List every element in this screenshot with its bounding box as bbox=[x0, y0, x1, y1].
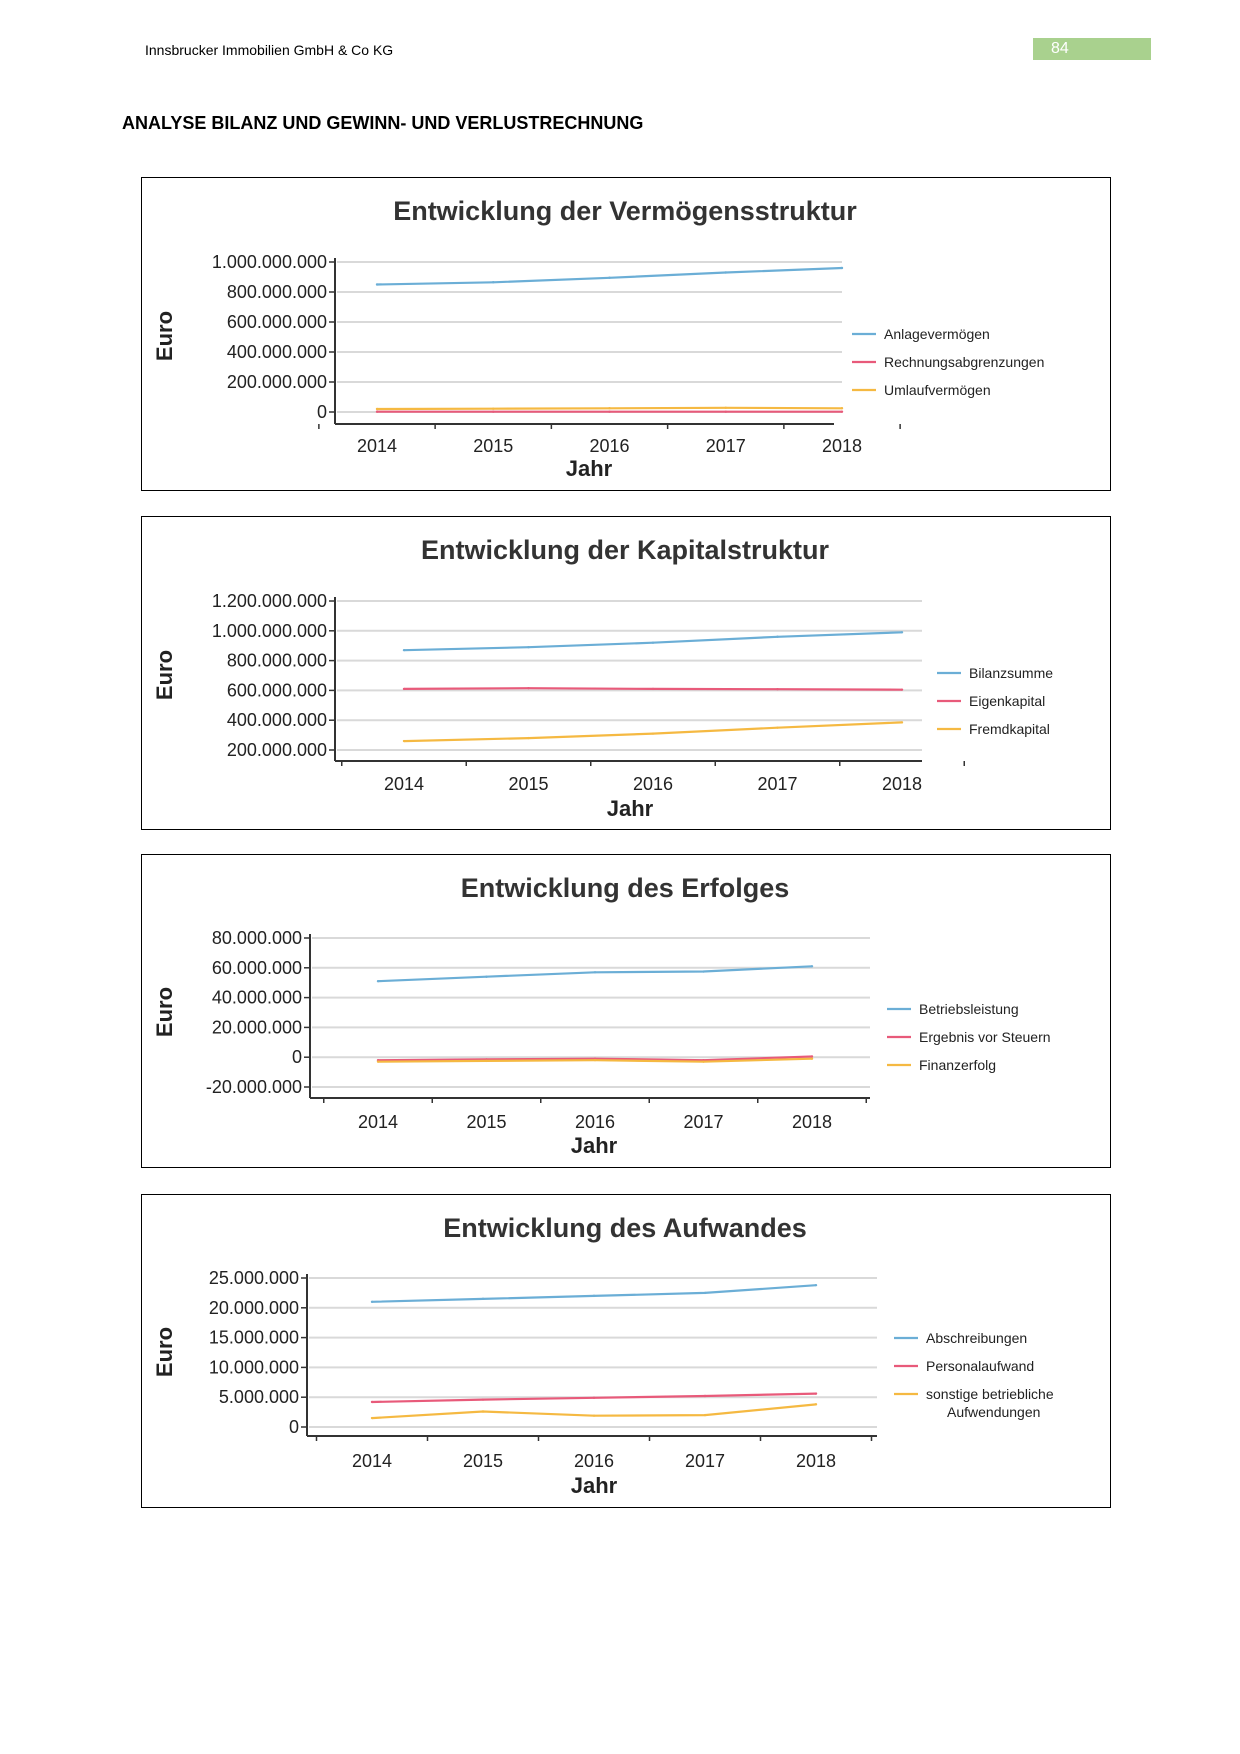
data-point bbox=[704, 1414, 706, 1416]
x-tick-label: 2018 bbox=[795, 1451, 837, 1471]
y-tick-label: 200.000.000 bbox=[226, 740, 327, 760]
y-tick-label: 1.200.000.000 bbox=[211, 591, 327, 611]
data-point bbox=[403, 740, 405, 742]
legend-label: Ergebnis vor Steuern bbox=[919, 1029, 1051, 1045]
data-point bbox=[492, 281, 494, 283]
chart-title: Entwicklung des Aufwandes bbox=[443, 1213, 807, 1243]
y-tick-label: 0 bbox=[316, 402, 327, 422]
chart-aufwand bbox=[141, 1194, 1111, 1508]
data-point bbox=[492, 408, 494, 410]
legend-label: Betriebsleistung bbox=[919, 1001, 1019, 1017]
x-tick-label: 2014 bbox=[357, 1112, 399, 1132]
legend-label: Fremdkapital bbox=[969, 721, 1050, 737]
data-point bbox=[482, 1298, 484, 1300]
x-tick-label: 2016 bbox=[632, 774, 674, 794]
y-tick-label: 40.000.000 bbox=[211, 987, 302, 1008]
y-tick-label: 5.000.000 bbox=[218, 1387, 299, 1408]
y-tick-label: 200.000.000 bbox=[226, 372, 327, 392]
data-point bbox=[652, 732, 654, 734]
data-point bbox=[776, 688, 778, 690]
data-point bbox=[815, 1392, 817, 1394]
data-point bbox=[527, 646, 529, 648]
page-number-badge: 84 bbox=[1033, 38, 1151, 60]
legend-label: Rechnungsabgrenzungen bbox=[884, 354, 1045, 370]
data-point bbox=[403, 649, 405, 651]
y-tick-label: 80.000.000 bbox=[211, 928, 302, 948]
data-point bbox=[485, 1060, 487, 1062]
data-point bbox=[527, 737, 529, 739]
data-point bbox=[901, 631, 903, 633]
data-point bbox=[608, 277, 610, 279]
data-point bbox=[527, 687, 529, 689]
legend-label: Eigenkapital bbox=[969, 693, 1046, 709]
y-tick-label: 400.000.000 bbox=[226, 342, 327, 362]
chart-svg bbox=[142, 855, 1109, 1166]
data-point bbox=[725, 271, 727, 273]
x-axis-label: Jahr bbox=[570, 1133, 618, 1158]
chart-kapitalstruktur bbox=[141, 516, 1111, 830]
x-tick-label: 2018 bbox=[791, 1112, 833, 1132]
legend-label: Personalaufwand bbox=[926, 1358, 1035, 1374]
data-point bbox=[376, 283, 378, 285]
data-point bbox=[593, 1295, 595, 1297]
data-point bbox=[593, 1397, 595, 1399]
data-point bbox=[725, 407, 727, 409]
series-line bbox=[377, 268, 842, 285]
legend-label: Anlagevermögen bbox=[884, 326, 990, 342]
y-tick-label: 25.000.000 bbox=[208, 1268, 299, 1288]
data-point bbox=[377, 1060, 379, 1062]
y-tick-label: 1.000.000.000 bbox=[211, 252, 327, 272]
chart-erfolg bbox=[141, 854, 1111, 1168]
data-point bbox=[371, 1401, 373, 1403]
chart-svg bbox=[142, 178, 1109, 489]
chart-svg bbox=[142, 1195, 1109, 1506]
y-tick-label: 20.000.000 bbox=[211, 1017, 302, 1038]
x-tick-label: 2017 bbox=[705, 436, 746, 456]
y-tick-label: 60.000.000 bbox=[211, 957, 302, 978]
data-point bbox=[376, 411, 378, 413]
page-header-company: Innsbrucker Immobilien GmbH & Co KG bbox=[145, 42, 394, 58]
x-axis-label: Jahr bbox=[570, 1473, 618, 1498]
data-point bbox=[776, 726, 778, 728]
data-point bbox=[702, 970, 704, 972]
legend-label: sonstige betriebliche bbox=[926, 1386, 1054, 1402]
chart-title: Entwicklung der Vermögensstruktur bbox=[393, 196, 857, 226]
legend-label: Aufwendungen bbox=[947, 1404, 1041, 1420]
x-axis-label: Jahr bbox=[565, 456, 613, 481]
data-point bbox=[376, 408, 378, 410]
y-tick-label: 15.000.000 bbox=[208, 1327, 299, 1348]
y-tick-label: 0 bbox=[288, 1417, 299, 1437]
data-point bbox=[371, 1301, 373, 1303]
y-tick-label: 800.000.000 bbox=[226, 650, 327, 671]
y-tick-label: -20.000.000 bbox=[205, 1077, 302, 1097]
section-title: ANALYSE BILANZ UND GEWINN- UND VERLUSTRECHNUNG bbox=[122, 113, 644, 133]
x-tick-label: 2016 bbox=[574, 1112, 616, 1132]
data-point bbox=[482, 1410, 484, 1412]
x-tick-label: 2017 bbox=[683, 1112, 724, 1132]
data-point bbox=[482, 1398, 484, 1400]
legend-label: Finanzerfolg bbox=[919, 1057, 997, 1073]
legend-label: Abschreibungen bbox=[926, 1330, 1028, 1346]
x-tick-label: 2015 bbox=[462, 1451, 504, 1471]
data-point bbox=[608, 407, 610, 409]
data-point bbox=[652, 642, 654, 644]
x-tick-label: 2014 bbox=[351, 1451, 393, 1471]
data-point bbox=[901, 688, 903, 690]
data-point bbox=[776, 636, 778, 638]
data-point bbox=[594, 971, 596, 973]
data-point bbox=[608, 411, 610, 413]
x-tick-label: 2015 bbox=[466, 1112, 507, 1132]
y-tick-label: 1.000.000.000 bbox=[211, 620, 327, 641]
x-tick-label: 2017 bbox=[757, 774, 798, 794]
data-point bbox=[725, 411, 727, 413]
data-point bbox=[811, 1055, 813, 1057]
x-tick-label: 2016 bbox=[589, 436, 630, 456]
data-point bbox=[594, 1059, 596, 1061]
y-tick-label: 400.000.000 bbox=[226, 710, 327, 731]
series-line bbox=[404, 632, 902, 650]
data-point bbox=[815, 1403, 817, 1405]
y-axis-label: Euro bbox=[152, 1326, 177, 1378]
data-point bbox=[371, 1417, 373, 1419]
x-tick-label: 2018 bbox=[821, 436, 863, 456]
data-point bbox=[652, 688, 654, 690]
data-point bbox=[593, 1414, 595, 1416]
y-tick-label: 20.000.000 bbox=[208, 1297, 299, 1318]
x-tick-label: 2018 bbox=[881, 774, 923, 794]
x-tick-label: 2014 bbox=[356, 436, 398, 456]
x-tick-label: 2015 bbox=[473, 436, 514, 456]
y-tick-label: 800.000.000 bbox=[226, 282, 327, 302]
data-point bbox=[492, 411, 494, 413]
data-point bbox=[702, 1060, 704, 1062]
y-tick-label: 600.000.000 bbox=[226, 680, 327, 701]
x-tick-label: 2017 bbox=[684, 1451, 726, 1471]
data-point bbox=[811, 1057, 813, 1059]
data-point bbox=[377, 980, 379, 982]
data-point bbox=[815, 1284, 817, 1286]
data-point bbox=[485, 976, 487, 978]
y-axis-label: Euro bbox=[152, 310, 177, 362]
data-point bbox=[841, 407, 843, 409]
chart-title: Entwicklung des Erfolges bbox=[460, 873, 790, 903]
data-point bbox=[704, 1395, 706, 1397]
x-axis-label: Jahr bbox=[606, 796, 654, 821]
legend-label: Bilanzsumme bbox=[969, 665, 1054, 681]
data-point bbox=[704, 1292, 706, 1294]
y-tick-label: 600.000.000 bbox=[226, 312, 327, 332]
x-tick-label: 2015 bbox=[508, 774, 549, 794]
x-tick-label: 2014 bbox=[383, 774, 425, 794]
series-line bbox=[372, 1285, 816, 1302]
x-tick-label: 2016 bbox=[573, 1451, 615, 1471]
data-point bbox=[811, 965, 813, 967]
data-point bbox=[841, 411, 843, 413]
y-tick-label: 10.000.000 bbox=[208, 1357, 299, 1378]
y-axis-label: Euro bbox=[152, 649, 177, 701]
legend-label: Umlaufvermögen bbox=[884, 382, 991, 398]
chart-vermoegensstruktur bbox=[141, 177, 1111, 491]
y-tick-label: 0 bbox=[291, 1047, 302, 1068]
chart-title: Entwicklung der Kapitalstruktur bbox=[420, 535, 830, 565]
chart-svg bbox=[142, 517, 1109, 828]
data-point bbox=[841, 267, 843, 269]
data-point bbox=[901, 721, 903, 723]
y-axis-label: Euro bbox=[152, 986, 177, 1038]
data-point bbox=[403, 688, 405, 690]
series-line bbox=[404, 722, 902, 741]
